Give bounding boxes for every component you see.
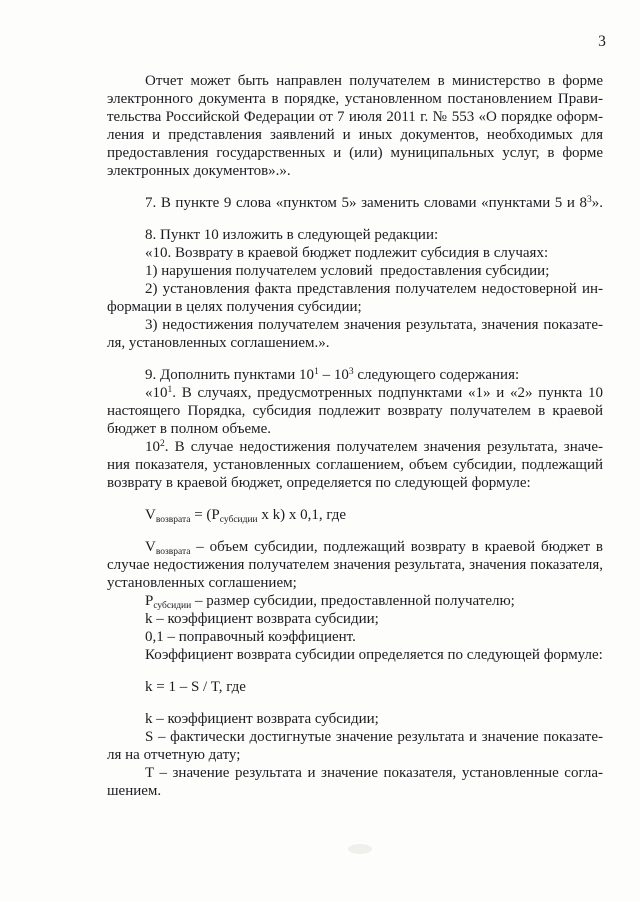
intro-paragraph	[107, 72, 603, 180]
subscript: возврата	[155, 515, 191, 524]
text-line: k – коэффициент возврата субсидии;	[145, 711, 379, 727]
page-number: 3	[598, 33, 606, 50]
text-line: Отчет может быть направлен получателем в министерство в форме	[145, 73, 603, 89]
subscript: субсидии	[153, 601, 192, 610]
text-line: бюджет в полном объеме.	[107, 421, 272, 437]
text-line: формации в целях получения субсидии;	[107, 299, 362, 315]
text-line: установленных соглашением;	[107, 575, 297, 591]
superscript: 2	[160, 439, 165, 449]
text-line: k – коэффициент возврата субсидии;	[145, 611, 379, 627]
superscript: 1	[314, 367, 319, 377]
text-line: ля, установленных соглашением.».	[107, 335, 330, 351]
text-line: 9. Дополнить пунктами $10^1 - 10^3$ следующего содержания:	[145, 367, 520, 383]
text-line: S – фактически достигнутые значение результата и значение показате-	[145, 729, 603, 745]
subscript: субсидии	[219, 515, 258, 524]
text-line: электронного документа в порядке, установленном постановлением Прави-	[107, 91, 603, 107]
text-line: предоставления государственных и (или) муниципальных услуг, в форме	[107, 145, 603, 161]
formula-v-return	[107, 506, 603, 524]
item-8	[107, 226, 603, 352]
formula-k	[107, 678, 603, 696]
superscript: 1	[167, 385, 173, 395]
text-line: «10. Возврату в краевой бюджет подлежит субсидия в случаях:	[145, 245, 549, 261]
text-line: $P_{субсидии}$ – размер субсидии, предоставленной получателю;	[145, 593, 515, 610]
text-line: 1) нарушения получателем условий предоставления субсидии;	[145, 263, 550, 279]
text-line: $V_{возврата}$ – объем субсидии, подлежащий возврату в краевой бюджет в	[145, 539, 603, 556]
text-line: «$10^1$. В случаях, предусмотренных подпунктами «1» и «2» пункта 10	[145, 385, 603, 401]
item-7	[107, 194, 603, 212]
text-line: случае недостижения получателем значения результата, значения показателя,	[107, 557, 603, 573]
subscript: возврата	[155, 547, 191, 556]
text-line: ления и представления заявлений и иных документов, необходимых для	[107, 127, 603, 143]
text-line: возврату в краевой бюджет, определяется по следующей формуле:	[107, 475, 531, 491]
text-line: шением.	[107, 783, 162, 799]
text-line: $10^2$. В случае недостижения получателем значения результата, значе-	[145, 439, 603, 455]
text-line: 0,1 – поправочный коэффициент.	[145, 629, 356, 645]
superscript: 3	[348, 367, 354, 377]
text-line: $V_{возврата} = (P_{субсидии}$ x k) x 0,1, где	[145, 507, 347, 524]
scan-smudge	[348, 844, 372, 854]
document-body	[107, 72, 603, 800]
text-line: электронных документов».».	[107, 163, 291, 179]
text-line: 7. В пункте 9 слова «пунктом 5» заменить словами «пунктами 5 и $8^3$».	[145, 195, 603, 211]
text-line: k = 1 – S / T, где	[145, 679, 246, 695]
formula-v-definitions	[107, 538, 603, 664]
text-line: тельства Российской Федерации от 7 июля 2011 г. № 553 «О порядке оформ-	[107, 109, 603, 125]
text-line: настоящего Порядка, субсидия подлежит возврату получателем в краевой	[107, 403, 603, 419]
text-line: 3) недостижения получателем значения результата, значения показате-	[145, 317, 603, 333]
superscript: 3	[587, 195, 592, 205]
text-line: 8. Пункт 10 изложить в следующей редакции:	[145, 227, 439, 243]
text-line: ля на отчетную дату;	[107, 747, 241, 763]
text-line: Коэффициент возврата субсидии определяется по следующей формуле:	[145, 647, 603, 663]
item-9	[107, 366, 603, 492]
text-line: T – значение результата и значение показателя, установленные согла-	[145, 765, 603, 781]
text-line: ния показателя, установленных соглашением, объем субсидии, подлежащий	[107, 457, 603, 473]
formula-k-definitions	[107, 710, 603, 800]
text-line: 2) установления факта представления получателем недостоверной ин-	[145, 281, 603, 297]
